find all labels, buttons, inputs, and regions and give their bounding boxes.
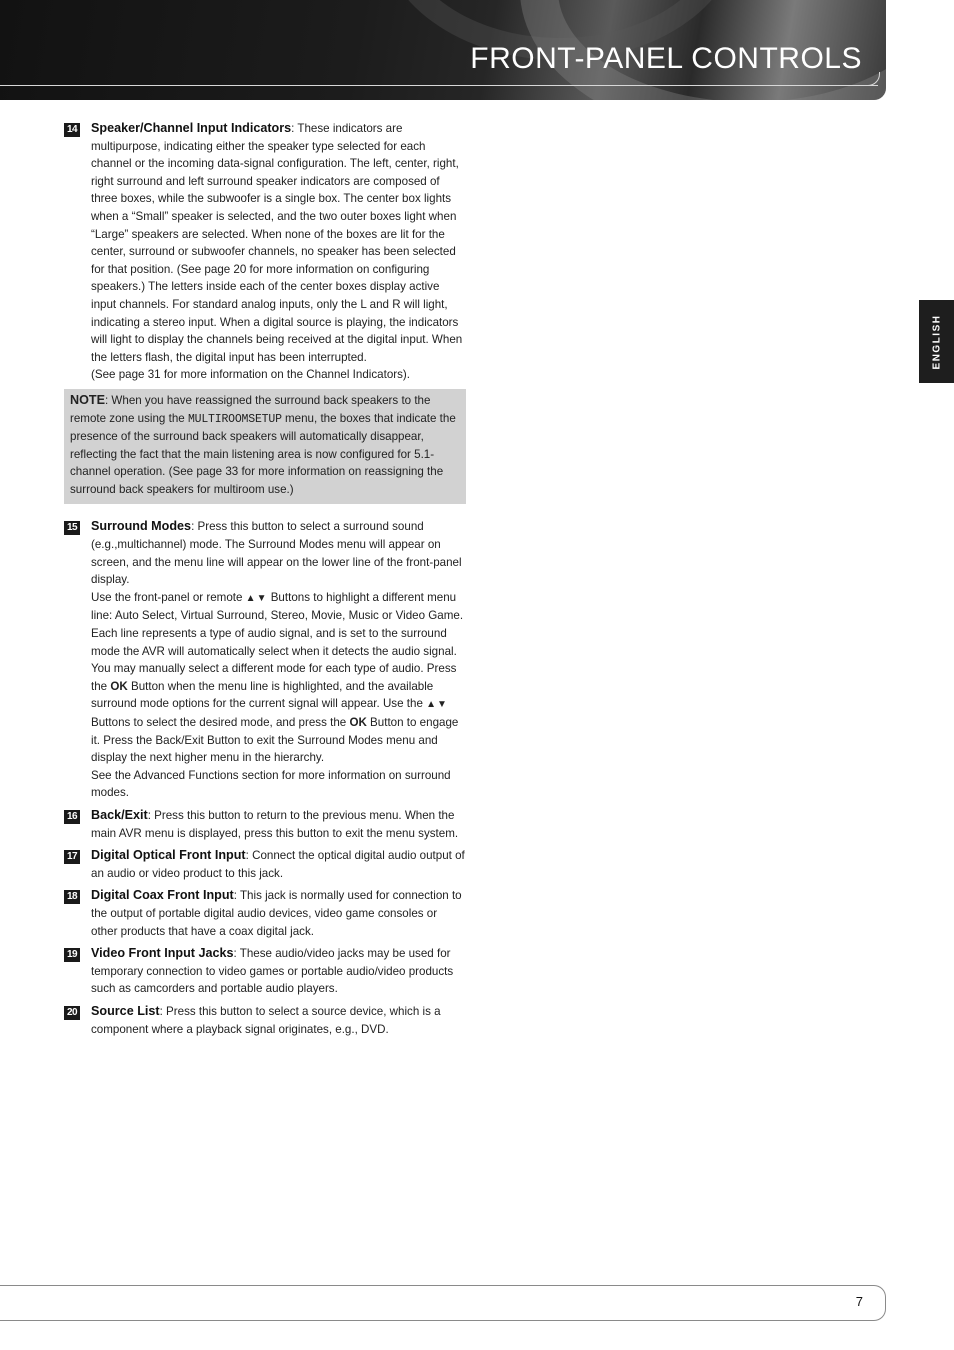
text-segment: Use the front-panel or remote	[91, 590, 246, 604]
list-item	[64, 847, 466, 882]
item-body	[91, 120, 466, 366]
item-body	[91, 887, 466, 940]
up-down-arrows-icon: ▲▼	[426, 699, 448, 711]
item-body	[91, 945, 466, 998]
footer-bar	[0, 1285, 886, 1321]
item-term: Speaker/Channel Input Indicators	[91, 121, 292, 135]
item-description	[91, 660, 466, 767]
page-number: 7	[855, 1294, 863, 1309]
item-number-badge: 19	[64, 948, 80, 962]
item-body	[91, 1003, 466, 1038]
item-description: (See page 31 for more information on the Channel Indicators).	[91, 368, 411, 382]
text-segment: You may manually select a different mode for each type of audio. Press the	[91, 662, 457, 693]
page-title: FRONT-PANEL CONTROLS	[470, 42, 862, 75]
note-text: menu, the boxes that indicate the presence of the surround back speakers will automatically disappear, reflecting the fact that the main listening area is now configured for 5.1-channel operation. (See page 33 for more information on reassigning the surround back speakers for multiroom use.)	[70, 411, 456, 496]
item-number-badge: 15	[64, 521, 80, 535]
item-body	[91, 807, 466, 842]
header-rule	[0, 85, 878, 86]
item-description: : These audio/video jacks may be used for temporary connection to video games or portable audio/video products such as camcorders and portable audio players.	[91, 947, 454, 996]
header-banner	[0, 0, 886, 100]
item-number-badge: 17	[64, 850, 80, 864]
item-term: Digital Optical Front Input	[91, 848, 246, 863]
note-menu-name: MULTIROOMSETUP	[187, 412, 282, 426]
item-body	[91, 847, 466, 882]
item-number-badge: 18	[64, 890, 80, 904]
list-item	[64, 807, 466, 842]
item-body	[91, 518, 466, 588]
text-segment: Buttons to highlight a different menu line: Auto Select, Virtual Surround, Stereo, Movie, Music or Video Game. Each line represents a type of audio signal, and is set to the surround mode the AVR will automatically select when it detects the audio signal.	[91, 590, 464, 658]
list-item	[64, 120, 466, 384]
list-item	[64, 887, 466, 940]
item-number-badge: 14	[64, 123, 80, 137]
text-segment: Button to engage it. Press the Back/Exit Button to exit the Surround Modes menu and display the next higher menu in the hierarchy.	[91, 716, 459, 765]
ok-button-label: OK	[110, 679, 128, 693]
item-term: Source List	[91, 1003, 160, 1018]
item-term: Surround Modes	[91, 519, 192, 534]
item-description: : Press this button to return to the previous menu. When the main AVR menu is displayed, press this button to exit the menu system.	[91, 808, 459, 840]
note-box	[64, 389, 466, 505]
list-item	[64, 1003, 466, 1038]
item-description: : Press this button to select a surround sound (e.g.,multichannel) mode. The Surround Modes menu will appear on screen, and the menu line will appear on the lower line of the front-panel display.	[91, 520, 462, 587]
language-tab	[919, 300, 954, 383]
ok-button-label: OK	[349, 716, 367, 729]
list-item	[64, 945, 466, 998]
up-down-arrows-icon: ▲▼	[245, 592, 268, 604]
language-tab-label: ENGLISH	[931, 314, 942, 369]
item-number-badge: 20	[64, 1006, 80, 1020]
content-column	[64, 120, 466, 1043]
item-number-badge: 16	[64, 810, 80, 824]
item-description: See the Advanced Functions section for more information on surround modes.	[91, 768, 451, 800]
item-term: Digital Coax Front Input	[91, 888, 234, 903]
text-segment: Buttons to select the desired mode, and press the	[91, 716, 350, 729]
item-description: : Press this button to select a source device, which is a component where a playback signal originates, e.g., DVD.	[91, 1004, 441, 1036]
item-term: Back/Exit	[91, 807, 148, 822]
note-heading: NOTE	[70, 392, 105, 407]
item-description: : Connect the optical digital audio output of an audio or video product to this jack.	[91, 849, 465, 880]
item-description	[91, 589, 466, 660]
note-text: : When you have reassigned the surround back speakers to the remote zone using the	[70, 393, 431, 425]
list-item	[64, 518, 466, 802]
item-description: : This jack is normally used for connection to the output of portable digital audio devices, video game consoles or other products that have a coax digital jack.	[91, 889, 462, 938]
text-segment: Button when the menu line is highlighted, and the available surround mode options for the current signal will appear. Use the	[91, 679, 434, 711]
item-term: Video Front Input Jacks	[91, 946, 234, 961]
item-description: : These indicators are multipurpose, indicating either the speaker type selected for each channel or the incoming data-signal configuration. The left, center, right, right surround and left surround speaker indicators are composed of three boxes, while the subwoofer is a single box. The center box lights when a “Small” speaker is selected, and the two outer boxes light when “Large” speakers are selected. When none of the boxes are lit for the center, surround or subwoofer channels, no speaker has been selected for that position. (See page 20 for more information on configuring speakers.) The letters inside each of the center boxes display active input channels. For standard analog inputs, only the L and R will light, indicating a stereo input. When a digital source is playing, the indicators will light to display the channels being received at the digital input. When the letters flash, the digital input has been interrupted.	[91, 122, 463, 364]
